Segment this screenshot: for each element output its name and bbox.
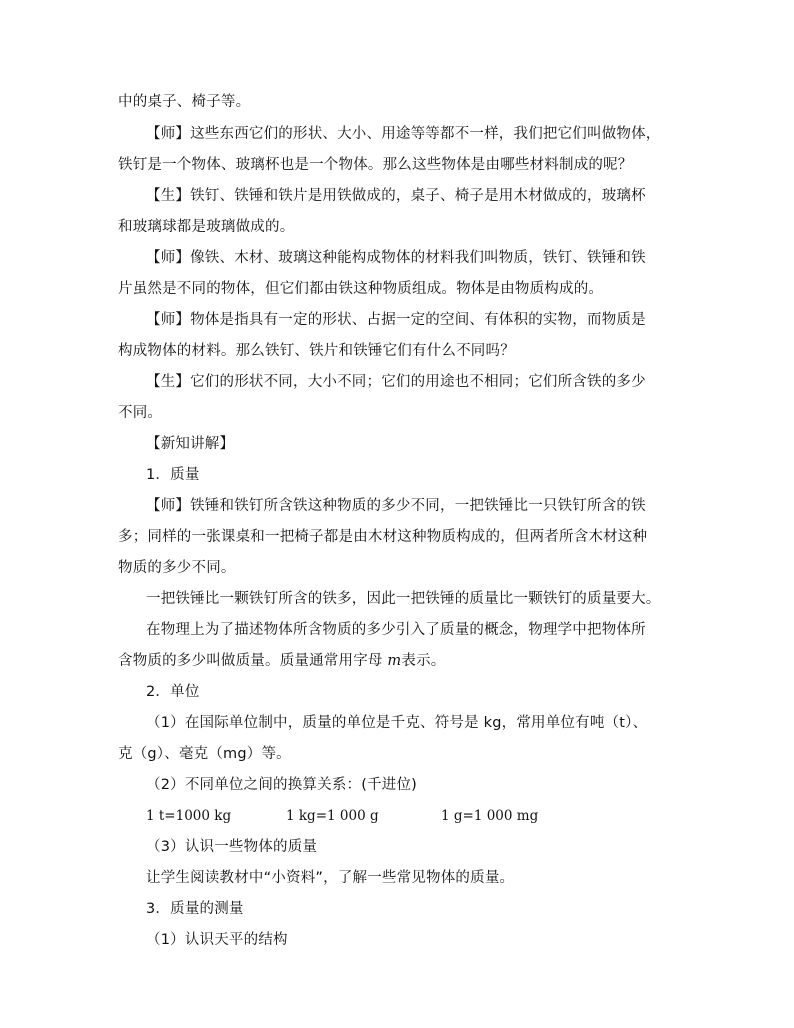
section-heading: 1．质量 (146, 467, 200, 483)
text-run: 含物质的多少叫做质量。质量通常用字母 (118, 653, 388, 669)
paragraph-line: 铁钉是一个物体、玻璃杯也是一个物体。那么这些物体是由哪些材料制成的呢？ (118, 157, 633, 173)
conversion-2: 1 kg=1 000 g (286, 808, 379, 824)
paragraph-line: （1）认识天平的结构 (146, 932, 288, 948)
paragraph-line: 克（g）、毫克（mg）等。 (118, 746, 291, 762)
paragraph-line: 【生】它们的形状不同，大小不同；它们的用途也不相同；它们所含铁的多少 (146, 374, 646, 390)
paragraph-line: 【师】这些东西它们的形状、大小、用途等等都不一样，我们把它们叫做物体， (146, 126, 661, 142)
symbol-m: m (387, 653, 402, 669)
text-run: 表示。 (401, 653, 446, 669)
paragraph-line: 片虽然是不同的物体，但它们都由铁这种物质组成。物体是由物质构成的。 (118, 281, 604, 297)
paragraph-line: 中的桌子、椅子等。 (118, 94, 251, 110)
paragraph-line: （2）不同单位之间的换算关系：(千进位) (146, 777, 418, 793)
paragraph-line: 让学生阅读教材中“小资料”，了解一些常见物体的质量。 (146, 870, 515, 886)
paragraph-line: 构成物体的材料。那么铁钉、铁片和铁锤它们有什么不同吗？ (118, 343, 515, 359)
conversion-1: 1 t=1000 kg (146, 808, 232, 824)
paragraph-line: 【师】铁锤和铁钉所含铁这种物质的多少不同，一把铁锤比一只铁钉所含的铁 (146, 498, 646, 514)
paragraph-line: 不同。 (118, 405, 163, 421)
paragraph-line: 和玻璃球都是玻璃做成的。 (118, 219, 295, 235)
paragraph-line: 物质的多少不同。 (118, 560, 236, 576)
paragraph-line: 【师】像铁、木材、玻璃这种能构成物体的材料我们叫物质，铁钉、铁锤和铁 (146, 250, 646, 266)
paragraph-line: 多；同样的一张课桌和一把椅子都是由木材这种物质构成的，但两者所含木材这种 (118, 529, 648, 545)
paragraph-line: 一把铁锤比一颗铁钉所含的铁多，因此一把铁锤的质量比一颗铁钉的质量要大。 (146, 591, 661, 607)
paragraph-line: 【师】物体是指具有一定的形状、占据一定的空间、有体积的实物，而物质是 (146, 312, 646, 328)
paragraph-line (118, 651, 445, 671)
paragraph-line: 【生】铁钉、铁锤和铁片是用铁做成的，桌子、椅子是用木材做成的，玻璃杯 (146, 188, 646, 204)
paragraph-line: （1）在国际单位制中，质量的单位是千克、符号是 kg，常用单位有吨（t）、 (146, 715, 648, 731)
section-heading: 2．单位 (146, 684, 200, 700)
conversion-3: 1 g=1 000 mg (441, 808, 539, 824)
section-heading: 【新知讲解】 (146, 436, 235, 452)
paragraph-line: 在物理上为了描述物体所含物质的多少引入了质量的概念，物理学中把物体所 (146, 622, 646, 638)
paragraph-line: （3）认识一些物体的质量 (146, 839, 318, 855)
section-heading: 3．质量的测量 (146, 901, 244, 917)
